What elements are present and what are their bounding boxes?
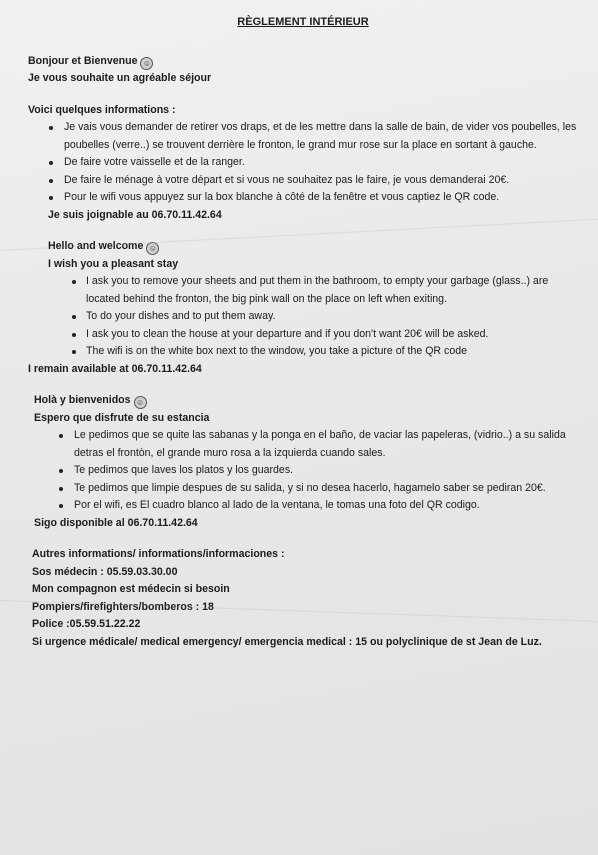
info-line: Si urgence médicale/ medical emergency/ emergencia medical : 15 ou polyclinique de st Jean de Luz. xyxy=(32,635,542,648)
info-line: Sos médecin : 05.59.03.30.00 xyxy=(32,565,178,578)
list-item: To do your dishes and to put them away. xyxy=(48,308,578,326)
french-heading: Voici quelques informations : xyxy=(28,103,176,116)
english-greeting-text: Hello and welcome xyxy=(48,240,144,252)
list-item: Je vais vous demander de retirer vos draps, et de les mettre dans la salle de bain, de vider vos poubelles, les poubelles (verre..) se trouvent derrière le fronton, le grand mur rose sur la place en sortant à gauche. xyxy=(28,119,578,154)
list-item: Por el wifi, es El cuadro blanco al lado de la ventana, le tomas una foto del QR codigo. xyxy=(34,497,578,515)
list-item: De faire votre vaisselle et de la ranger. xyxy=(28,154,578,172)
smiley-icon: ☺ xyxy=(140,57,153,70)
list-item: Te pedimos que laves los platos y los guardes. xyxy=(34,462,578,480)
french-greeting xyxy=(28,53,578,71)
english-list xyxy=(28,273,578,361)
document-title: RÈGLEMENT INTÉRIEUR xyxy=(237,16,369,28)
info-line: Police :05.59.51.22.22 xyxy=(32,618,141,630)
list-item: I ask you to remove your sheets and put them in the bathroom, to empty your garbage (glass..) are located behind the fronton, the big pink wall on the place on left when exiting. xyxy=(48,273,578,308)
french-greeting-text: Bonjour et Bienvenue xyxy=(28,54,138,67)
spanish-contact: Sigo disponible al 06.70.11.42.64 xyxy=(34,516,198,529)
spanish-wish: Espero que disfrute de su estancia xyxy=(34,411,210,424)
other-info-section xyxy=(28,546,578,651)
spanish-section xyxy=(28,392,578,532)
list-item: Le pedimos que se quite las sabanas y la ponga en el baño, de vaciar las papeleras, (vidrio..) a su salida detras el frontòn, el grande muro rosa a la izquierda cuando sales. xyxy=(34,427,578,462)
english-greeting xyxy=(28,238,578,256)
french-contact: Je suis joignable au 06.70.11.42.64 xyxy=(48,208,222,221)
french-list xyxy=(28,119,578,207)
list-item: Te pedimos que limpie despues de su salida, y si no desea hacerlo, hagamelo saber se pediran 20€. xyxy=(34,480,578,498)
other-info-heading: Autres informations/ informations/informaciones : xyxy=(32,548,285,560)
list-item: Pour le wifi vous appuyez sur la box blanche à côté de la fenêtre et vous captiez le QR code. xyxy=(28,189,578,207)
spanish-greeting xyxy=(34,392,578,410)
english-section xyxy=(28,238,578,378)
info-line: Mon compagnon est médecin si besoin xyxy=(32,583,230,595)
english-contact: I remain available at 06.70.11.42.64 xyxy=(28,362,202,375)
french-section xyxy=(28,53,578,225)
english-wish: I wish you a pleasant stay xyxy=(48,257,179,270)
spanish-greeting-text: Holà y bienvenidos xyxy=(34,394,131,406)
list-item: The wifi is on the white box next to the window, you take a picture of the QR code xyxy=(48,343,578,361)
smiley-icon: ☺ xyxy=(134,396,147,409)
spanish-list xyxy=(34,427,578,515)
smiley-icon: ☺ xyxy=(146,242,159,255)
info-line: Pompiers/firefighters/bomberos : 18 xyxy=(32,600,214,613)
list-item: I ask you to clean the house at your departure and if you don't want 20€ will be asked. xyxy=(48,326,578,344)
list-item: De faire le ménage à votre départ et si vous ne souhaitez pas le faire, je vous demanderai 20€. xyxy=(28,172,578,190)
french-wish: Je vous souhaite un agréable séjour xyxy=(28,72,212,84)
